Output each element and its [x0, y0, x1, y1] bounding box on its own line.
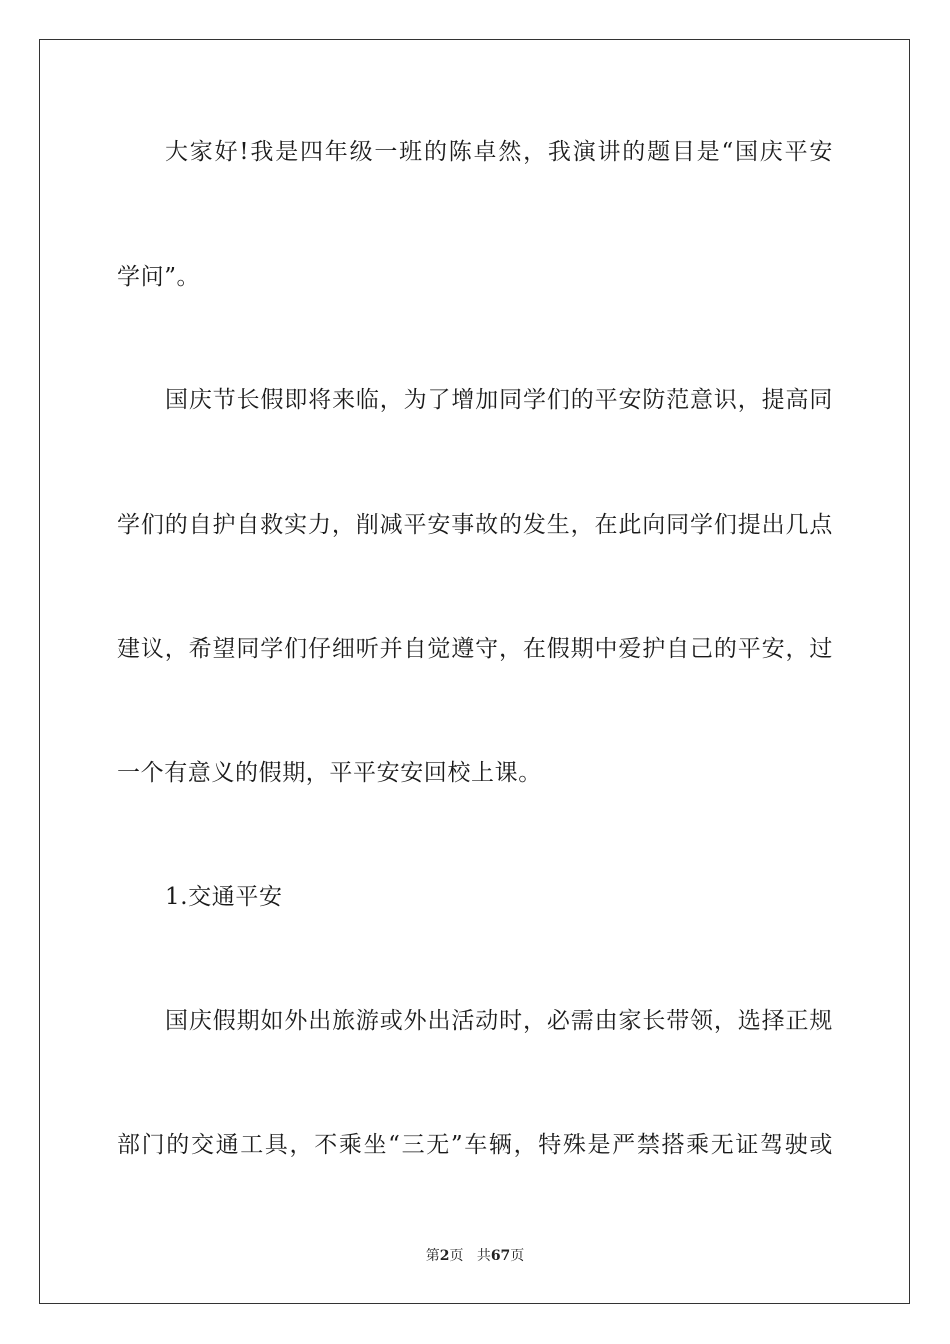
footer-page-number: 2: [439, 1248, 450, 1264]
footer-total-suffix: 页: [510, 1248, 525, 1264]
paragraph-line-1: 大家好!我是四年级一班的陈卓然，我演讲的题目是“国庆平安: [165, 139, 833, 165]
footer-total-number: 67: [490, 1248, 511, 1264]
section-heading: 1.交通平安: [165, 884, 283, 910]
paragraph-line-2: 学问”。: [117, 264, 201, 290]
paragraph-line-6: 一个有意义的假期，平平安安回校上课。: [117, 760, 542, 786]
paragraph-line-5: 建议，希望同学们仔细听并自觉遵守，在假期中爱护自己的平安，过: [117, 636, 833, 662]
footer-total-prefix: 共: [476, 1248, 491, 1264]
paragraph-line-4: 学们的自护自救实力，削减平安事故的发生，在此向同学们提出几点: [117, 512, 833, 538]
page-border: [39, 39, 910, 1304]
footer-page-suffix: 页: [449, 1248, 464, 1264]
paragraph-line-8: 国庆假期如外出旅游或外出活动时，必需由家长带领，选择正规: [165, 1008, 833, 1034]
paragraph-line-9: 部门的交通工具，不乘坐“三无”车辆，特殊是严禁搭乘无证驾驶或: [117, 1132, 833, 1158]
page-footer: [0, 1247, 950, 1265]
paragraph-line-3: 国庆节长假即将来临，为了增加同学们的平安防范意识，提高同: [165, 387, 833, 413]
footer-page-prefix: 第: [425, 1248, 440, 1264]
